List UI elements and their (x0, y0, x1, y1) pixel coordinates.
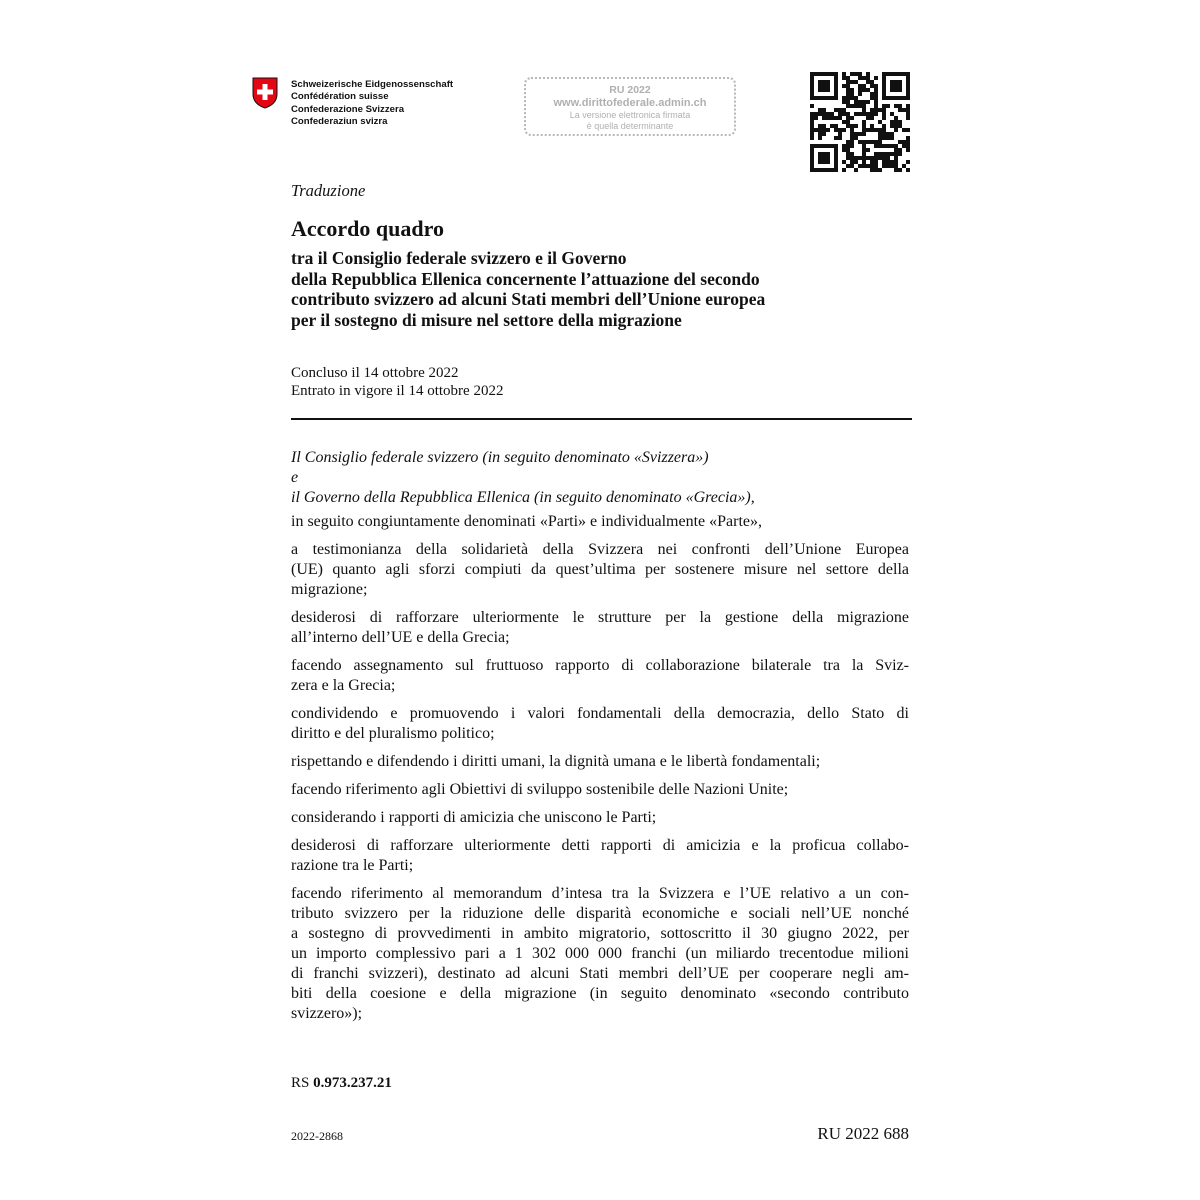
clause-line: a testimonianza della solidarietà della Svizzera nei confronti dell’Unione Europea (291, 541, 909, 558)
preamble-clause (291, 884, 909, 1024)
authority-name-de: Schweizerische Eidgenossenschaft (291, 79, 454, 90)
subtitle-line: per il sostegno di misure nel settore della migrazione (291, 309, 682, 330)
party-switzerland: Il Consiglio federale svizzero (in seguito denominato «Svizzera») (291, 449, 709, 466)
rs-reference (291, 1075, 392, 1092)
parties-note (291, 512, 909, 532)
stamp-note-1: La versione elettronica firmata (569, 110, 691, 120)
preamble-clause (291, 808, 909, 828)
authority-name-fr: Confédération suisse (291, 91, 389, 103)
ru-number: RU 2022 688 (817, 1124, 909, 1143)
clause-line: all’interno dell’UE e della Grecia; (291, 629, 510, 646)
clause-line: svizzero»); (291, 1005, 363, 1022)
clause-line: biti della coesione e della migrazione (in seguito denominato «secondo contributo (291, 985, 909, 1002)
preamble-clause (291, 752, 909, 772)
preamble-clause (291, 656, 909, 696)
preamble-clause (291, 540, 909, 600)
clause-line: tributo svizzero per la riduzione delle disparità economiche e sociali nell’UE nonché (291, 905, 909, 922)
authority-name-rm: Confederaziun svizra (291, 116, 388, 128)
document-subtitle (291, 248, 891, 330)
federal-authority-names (291, 79, 453, 129)
party-greece: il Governo della Repubblica Ellenica (in seguito denominato «Grecia»), (291, 489, 755, 506)
preamble-clause (291, 704, 909, 744)
document-title: Accordo quadro (291, 216, 444, 241)
qr-code-icon (810, 72, 910, 172)
rs-prefix: RS (291, 1075, 310, 1091)
preamble-clause (291, 836, 909, 876)
preamble (291, 448, 909, 1032)
document-code: 2022-2868 (291, 1129, 343, 1143)
preamble-clauses (291, 540, 909, 1024)
subtitle-line: tra il Consiglio federale svizzero e il Governo (291, 248, 627, 268)
divider-line (291, 418, 912, 420)
clause-line: considerando i rapporti di amicizia che uniscono le Parti; (291, 809, 657, 826)
clause-line: facendo assegnamento sul fruttuoso rapporto di collaborazione bilaterale tra la Sviz- (291, 657, 909, 674)
in-force-date: Entrato in vigore il 14 ottobre 2022 (291, 383, 504, 399)
authority-name-it: Confederazione Svizzera (291, 103, 405, 115)
clause-line: facendo riferimento al memorandum d’intesa tra la Svizzera e l’UE relativo a un con- (291, 885, 909, 902)
concluded-date: Concluso il 14 ottobre 2022 (291, 365, 459, 381)
clause-line: facendo riferimento agli Obiettivi di sviluppo sostenibile delle Nazioni Unite; (291, 781, 789, 798)
clause-line: zera e la Grecia; (291, 677, 396, 694)
conjunction: e (291, 469, 299, 486)
translation-label: Traduzione (291, 181, 366, 200)
clause-line: rispettando e difendendo i diritti umani, la dignità umana e le libertà fondamentali; (291, 753, 821, 770)
stamp-website: www.dirittofederale.admin.ch (553, 97, 707, 109)
clause-line: razione tra le Parti; (291, 857, 414, 874)
clause-line: un importo complessivo pari a 1 302 000 000 franchi (un miliardo trecentodue milioni (291, 945, 909, 962)
publication-stamp (524, 77, 736, 136)
subtitle-line: della Repubblica Ellenica concernente l’attuazione del secondo (291, 268, 760, 289)
parties-note-text: in seguito congiuntamente denominati «Parti» e individualmente «Parte», (291, 513, 763, 530)
clause-line: (UE) quanto agli sforzi compiuti da quest’ultima per sostenere misure nel settore della (291, 561, 909, 578)
preamble-clause (291, 780, 909, 800)
clause-line: a sostegno di provvedimenti in ambito migratorio, sottoscritto il 30 giugno 2022, per (291, 925, 909, 942)
clause-line: diritto e del pluralismo politico; (291, 725, 495, 742)
clause-line: desiderosi di rafforzare ulteriormente detti rapporti di amicizia e la proficua collabo- (291, 837, 909, 854)
preamble-clause (291, 608, 909, 648)
clause-line: di franchi svizzeri), destinato ad alcuni Stati membri dell’UE per cooperare negli am- (291, 965, 909, 982)
stamp-note-2: è quella determinante (586, 120, 674, 131)
clause-line: desiderosi di rafforzare ulteriormente le strutture per la gestione della migrazione (291, 609, 909, 626)
clause-line: condividendo e promuovendo i valori fondamentali della democrazia, dello Stato di (291, 705, 909, 722)
stamp-ru: RU 2022 (609, 84, 651, 96)
subtitle-line: contributo svizzero ad alcuni Stati membri dell’Unione europea (291, 289, 766, 309)
rs-number: 0.973.237.21 (313, 1075, 392, 1091)
clause-line: migrazione; (291, 581, 368, 598)
swiss-coat-of-arms-icon (252, 77, 278, 109)
document-dates (291, 364, 503, 400)
